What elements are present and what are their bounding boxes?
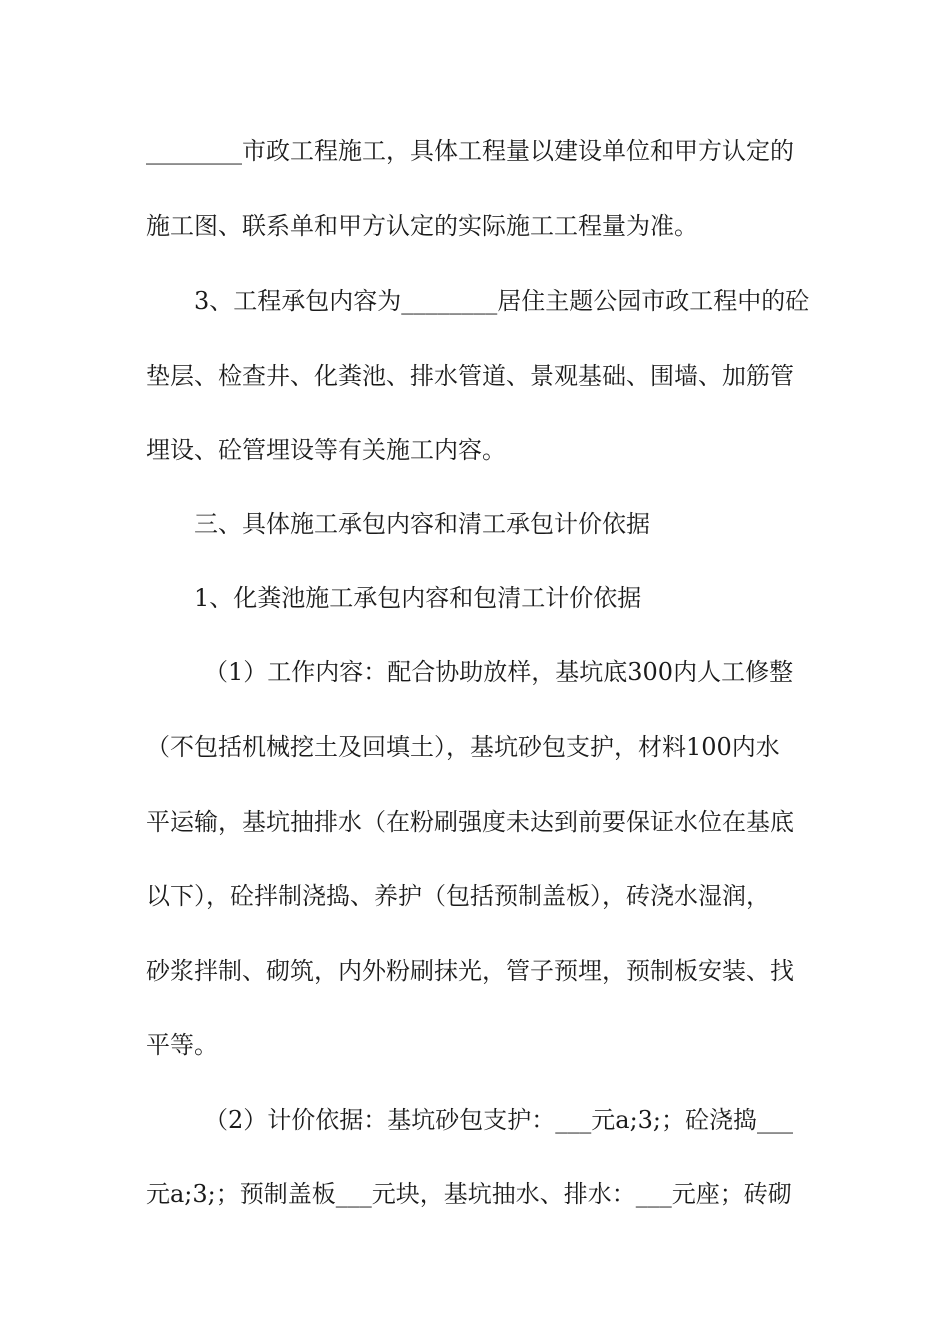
paragraph-line: （1）工作内容：配合协助放样，基坑底300内人工修整 (204, 658, 794, 686)
paragraph-line: （2）计价依据：基坑砂包支护：___元a;3;；砼浇捣___ (204, 1106, 794, 1134)
paragraph-line: ________市政工程施工，具体工程量以建设单位和甲方认定的 (146, 137, 794, 165)
paragraph-line: 施工图、联系单和甲方认定的实际施工工程量为准。 (146, 212, 698, 240)
paragraph-line: 以下），砼拌制浇捣、养护（包括预制盖板），砖浇水湿润， (146, 882, 770, 910)
paragraph-line: 平等。 (146, 1031, 218, 1059)
subsection-heading: 1、化粪池施工承包内容和包清工计价依据 (194, 584, 642, 612)
paragraph-line: 平运输，基坑抽排水（在粉刷强度未达到前要保证水位在基底 (146, 808, 794, 836)
section-heading: 三、具体施工承包内容和清工承包计价依据 (194, 510, 650, 538)
paragraph-line: 3、工程承包内容为________居住主题公园市政工程中的砼 (194, 287, 810, 315)
paragraph-line: （不包括机械挖土及回填土），基坑砂包支护，材料100内水 (146, 733, 780, 761)
paragraph-line: 元a;3;；预制盖板___元块，基坑抽水、排水：___元座；砖砌 (146, 1180, 792, 1208)
paragraph-line: 垫层、检查井、化粪池、排水管道、景观基础、围墙、加筋管 (146, 362, 794, 390)
paragraph-line: 砂浆拌制、砌筑，内外粉刷抹光，管子预埋，预制板安装、找 (146, 957, 794, 985)
paragraph-line: 埋设、砼管埋设等有关施工内容。 (146, 436, 506, 464)
